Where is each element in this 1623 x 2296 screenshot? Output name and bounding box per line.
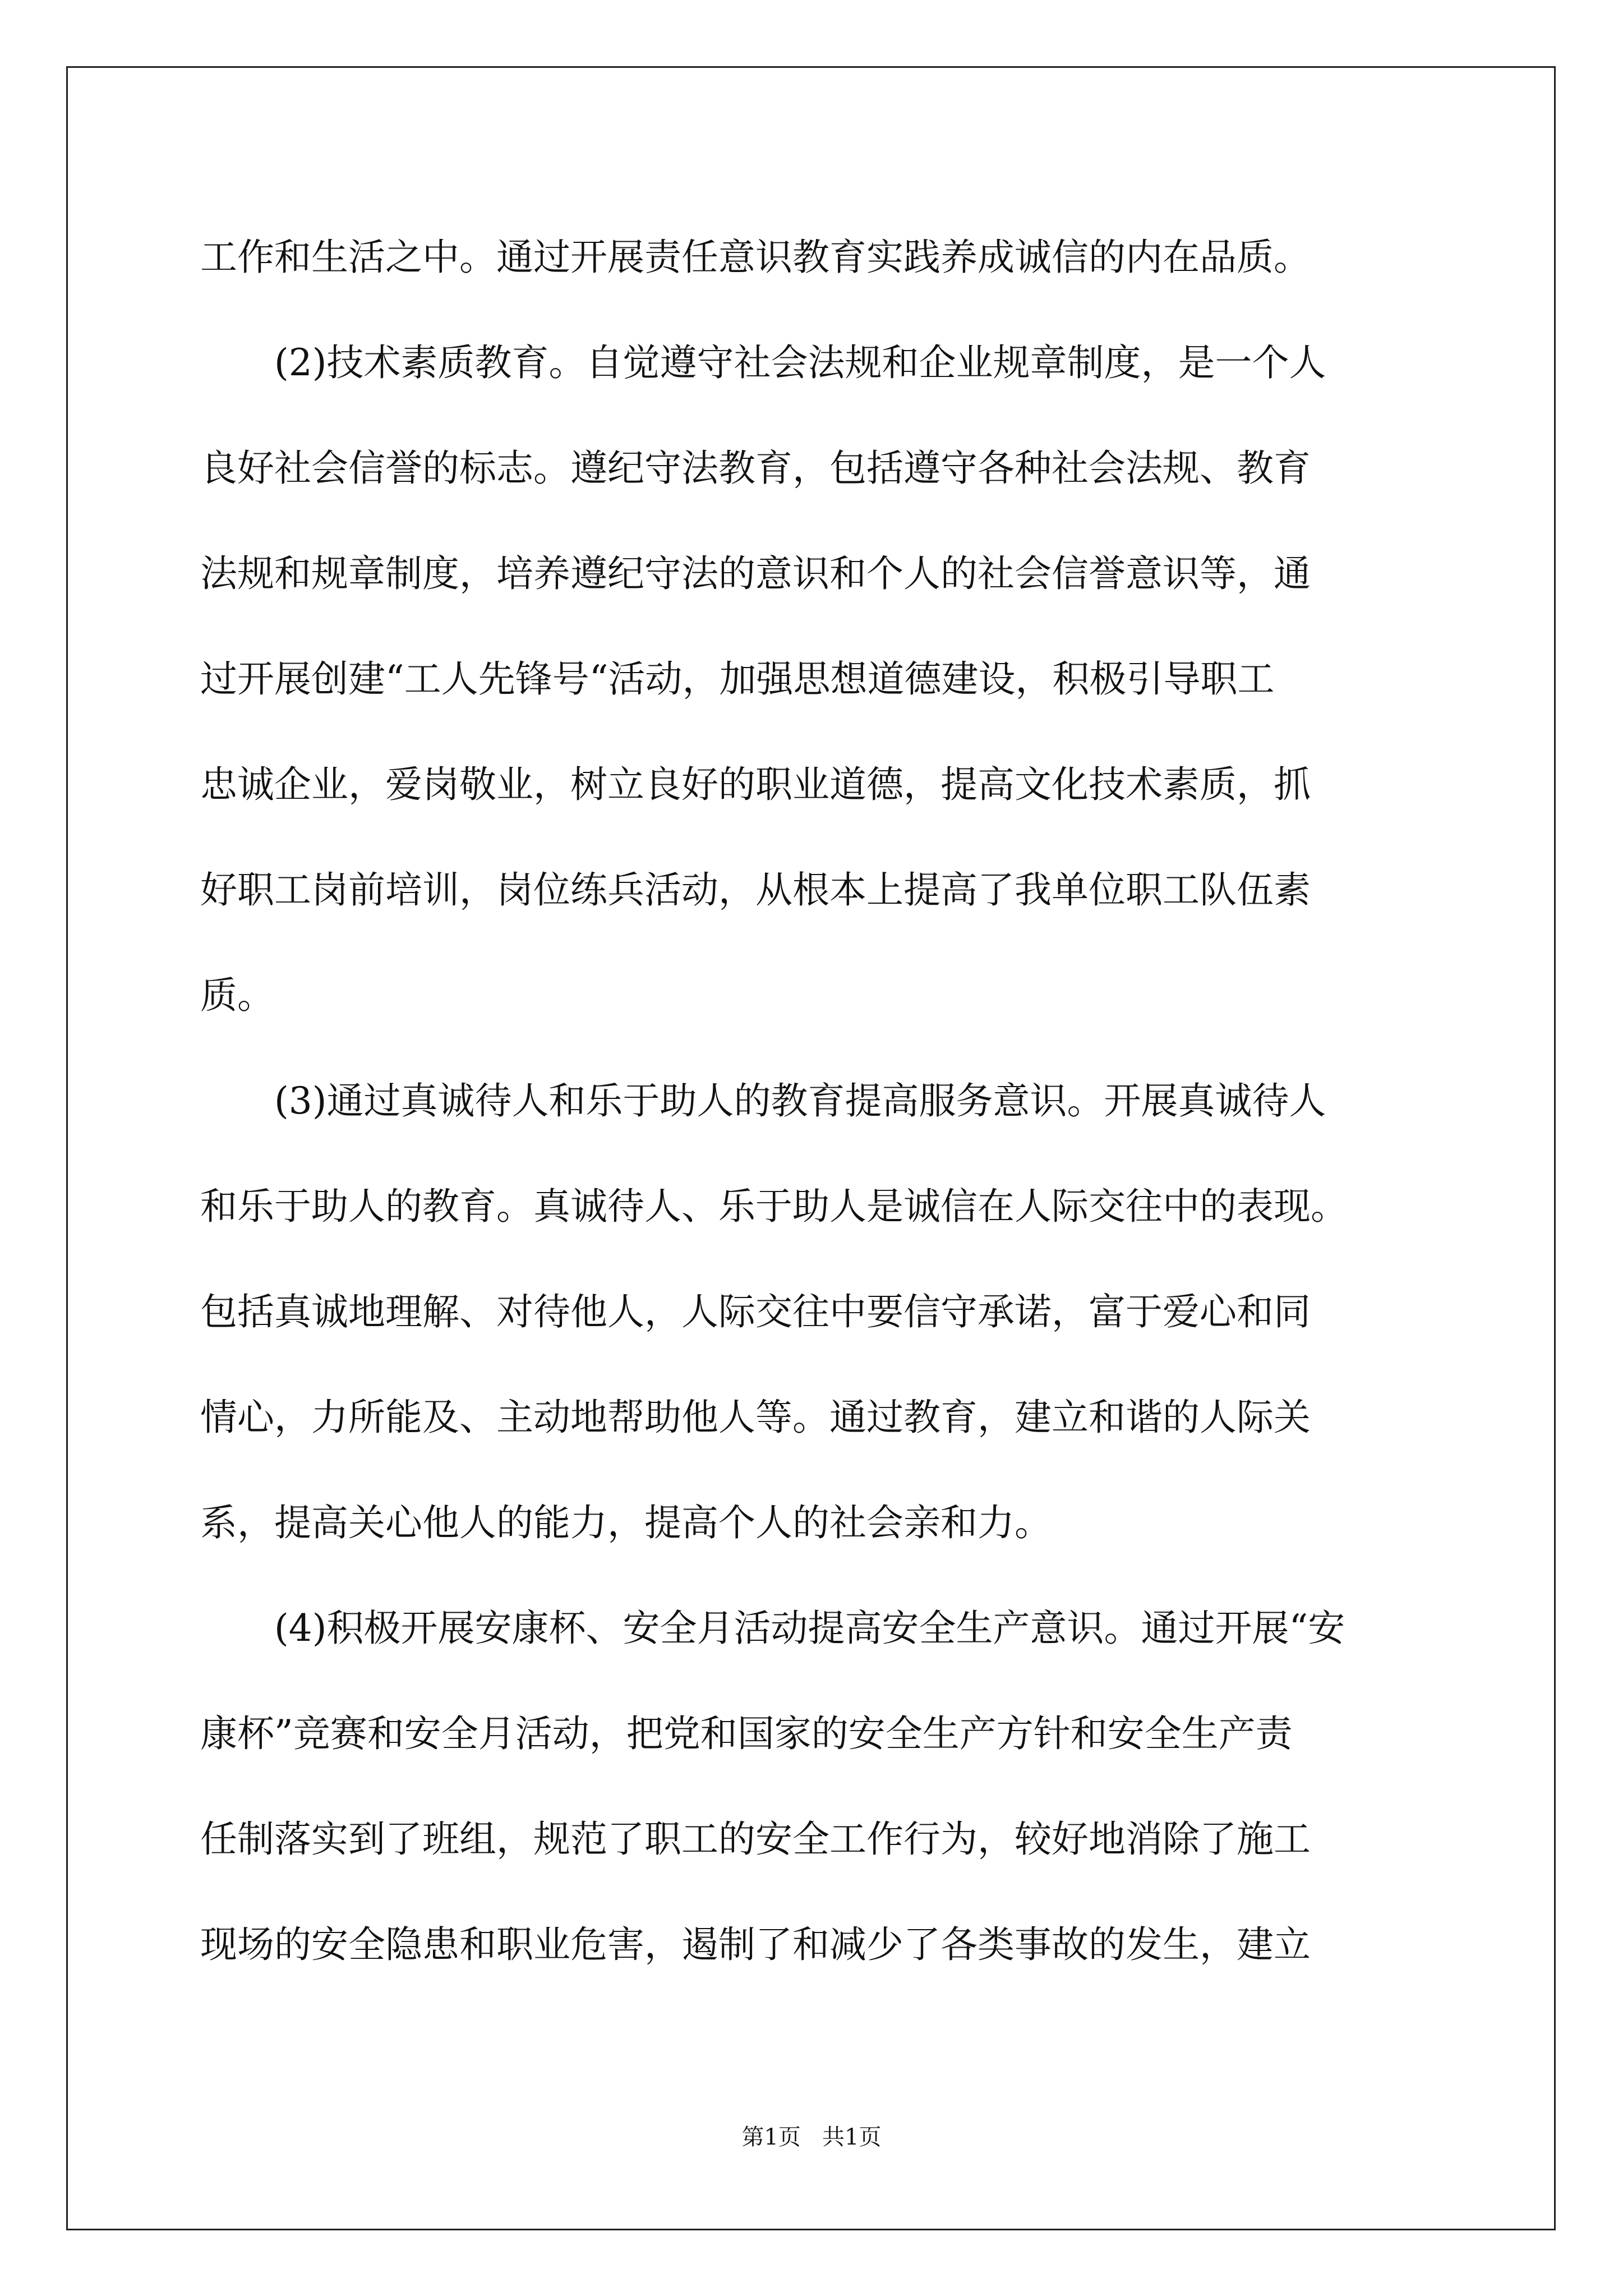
paragraph-start-3: (3)通过真诚待人和乐于助人的教育提高服务意识。开展真诚待人 [274,1079,1326,1122]
text-line: 包括真诚地理解、对待他人，人际交往中要信守承诺，富于爱心和同 [200,1290,1311,1333]
text-line: 良好社会信誉的标志。遵纪守法教育，包括遵守各种社会法规、教育 [200,447,1311,490]
text-line: 忠诚企业，爱岗敬业，树立良好的职业道德，提高文化技术素质，抓 [200,763,1311,806]
document-body [200,205,1456,1998]
text-line: 好职工岗前培训，岗位练兵活动，从根本上提高了我单位职工队伍素 [200,868,1311,912]
text-line: 现场的安全隐患和职业危害，遏制了和减少了各类事故的发生，建立 [200,1923,1311,1966]
text-line: 康杯”竞赛和安全月活动，把党和国家的安全生产方针和安全生产责 [200,1712,1293,1755]
paragraph-start-2: (2)技术素质教育。自觉遵守社会法规和企业规章制度，是一个人 [274,341,1326,384]
page-number-footer: 第1页 共1页 [741,2124,882,2150]
text-line: 过开展创建“工人先锋号“活动，加强思想道德建设，积极引导职工 [200,657,1275,701]
text-line: 情心，力所能及、主动地帮助他人等。通过教育，建立和谐的人际关 [200,1396,1311,1439]
text-line: 法规和规章制度，培养遵纪守法的意识和个人的社会信誉意识等，通 [200,552,1311,595]
text-line: 质。 [200,974,274,1017]
paragraph-start-4: (4)积极开展安康杯、安全月活动提高安全生产意识。通过开展“安 [274,1607,1345,1650]
text-line: 工作和生活之中。通过开展责任意识教育实践养成诚信的内在品质。 [200,236,1311,279]
text-line: 系，提高关心他人的能力，提高个人的社会亲和力。 [200,1501,1052,1544]
text-line: 任制落实到了班组，规范了职工的安全工作行为，较好地消除了施工 [200,1818,1311,1861]
text-line: 和乐于助人的教育。真诚待人、乐于助人是诚信在人际交往中的表现。 [200,1185,1348,1228]
